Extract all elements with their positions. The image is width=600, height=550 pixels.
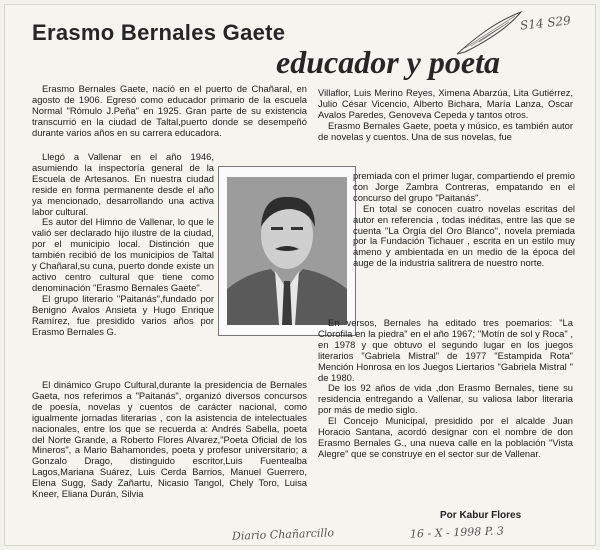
paragraph: Villaflor, Luis Merino Reyes, Ximena Abarzúa, Lita Gutiérrez, Julio César Vicencio, Alberto Bichara, María Lanza, Oscar Avalos Paredes, Genoveva Cepeda y tantos otros. — [318, 87, 573, 120]
article-subtitle: educador y poeta — [276, 44, 500, 80]
paragraph: Erasmo Bernales Gaete, poeta y músico, es también autor de novelas y cuentos. Una de sus novelas, fue — [318, 119, 573, 142]
paragraph: En versos, Bernales ha editado tres poemarios: "La Clorofila en la piedra" en el año 1967; "Motín de sol y Roca" , en 1978 y que obtuvo el segundo lugar en los juegos literarios "Gabriela Mistral" de 1977 "Estampida Rota" Mención Honrosa en los Juegos Liertarios "Gabriela Mistral " de 1980. — [318, 317, 573, 383]
byline: Por Kabur Flores — [440, 510, 522, 521]
paragraph: De los 92 años de vida ,don Erasmo Bernales, tiene su residencia entregando a Vallenar, su valiosa labor literaria por más de medio siglo. — [318, 382, 573, 416]
paragraph: Es autor del Himno de Vallenar, lo que le valió ser declarado hijo ilustre de la ciudad, por el municipio local. Distinción que también recibió de los municipios de Taltal y Chañaral,su cuna, puerto donde existe un activo centro cultural que tiene como denominación "Erasmo Bernales Gaete". — [32, 216, 214, 293]
column-left-narrow — [32, 152, 214, 337]
paragraph: Erasmo Bernales Gaete, nació en el puerto de Chañaral, en agosto de 1906. Egresó como educador primario de la escuela Normal "Rómulo J.Peña" en 1925. Gran parte de su existencia transcurrió en la ciudad de Taltal,puerto donde se desempeñó durante varios años en su carrera educadora. — [32, 83, 307, 138]
column-right-bottom — [318, 318, 573, 460]
handwritten-source: Diario Chañarcillo — [231, 526, 335, 543]
man-portrait-icon — [227, 177, 347, 325]
column-left-wide — [32, 380, 307, 500]
article-title: Erasmo Bernales Gaete — [32, 20, 286, 45]
paragraph: Llegó a Vallenar en el año 1946, asumiendo la inspectoría general de la Escuela de Artesanos. En nuestra ciudad reside en forma permanente desde el año ya mencionado, desarrollando una activa labor cultural. — [32, 151, 214, 217]
paragraph: premiada con el primer lugar, compartiendo el premio con Jorge Zambra Contreras, empatando en el concurso del grupo "Paitanás". — [353, 170, 575, 203]
paragraph: El grupo literario "Paitanás",fundado por Benigno Avalos Ansieta y Hugo Enrique Ramírez, fue presidido varios años por Erasmo Bernales G. — [32, 292, 214, 337]
portrait-photo — [218, 166, 356, 336]
column-right-top — [318, 88, 573, 143]
paragraph: El dinámico Grupo Cultural,durante la presidencia de Bernales Gaeta, nos referimos a "Paitanás", organizó diversos concursos de poesía, novelas y cuentos de carácter nacional, como igualmente jornadas literarias , con la asistencia de intelectuales nacionales, entre los que se recuerda a: Andrés Sabella, poeta del Norte Grande, a Roberto Flores Alvarez,"Poeta Oficial de los Mineros", a Mario Bahamondes, poeta y profesor universitario; a Gonzalo Drago, distinguido escritor,Luis Fuentealba Lagos,Mariana Suárez, Luis Cerda Barrios, Manuel Guerrero, Elena Sugg, Sady Zañartu, Nicasio Tangol, Chely Toro, Luisa Kneer, Eliana Durán, Silvia — [32, 379, 307, 500]
handwritten-date: 16 - X - 1998 P. 3 — [409, 524, 505, 541]
paragraph: En total se conocen cuatro novelas escritas del autor en referencia , todas inéditas, entre las que se cuenta "La Orgía del Oro Blanco", novela premiada por la Fundación Tichauer , escrita en un estilo muy ameno y ambientada en un medio de la época del auge de la industria salitrera de nuestro norte. — [353, 202, 575, 269]
paragraph: El Concejo Municipal, presidido por el alcalde Juan Horacio Santana, acordó designar con el nombre de don Erasmo Bernales G., una nueva calle en la población "Vista Alegre" que se construye en el sector sur de Vallenar. — [318, 415, 573, 459]
column-left-top — [32, 84, 307, 139]
column-right-mid — [353, 171, 575, 269]
handwritten-code: S14 S29 — [519, 13, 572, 33]
